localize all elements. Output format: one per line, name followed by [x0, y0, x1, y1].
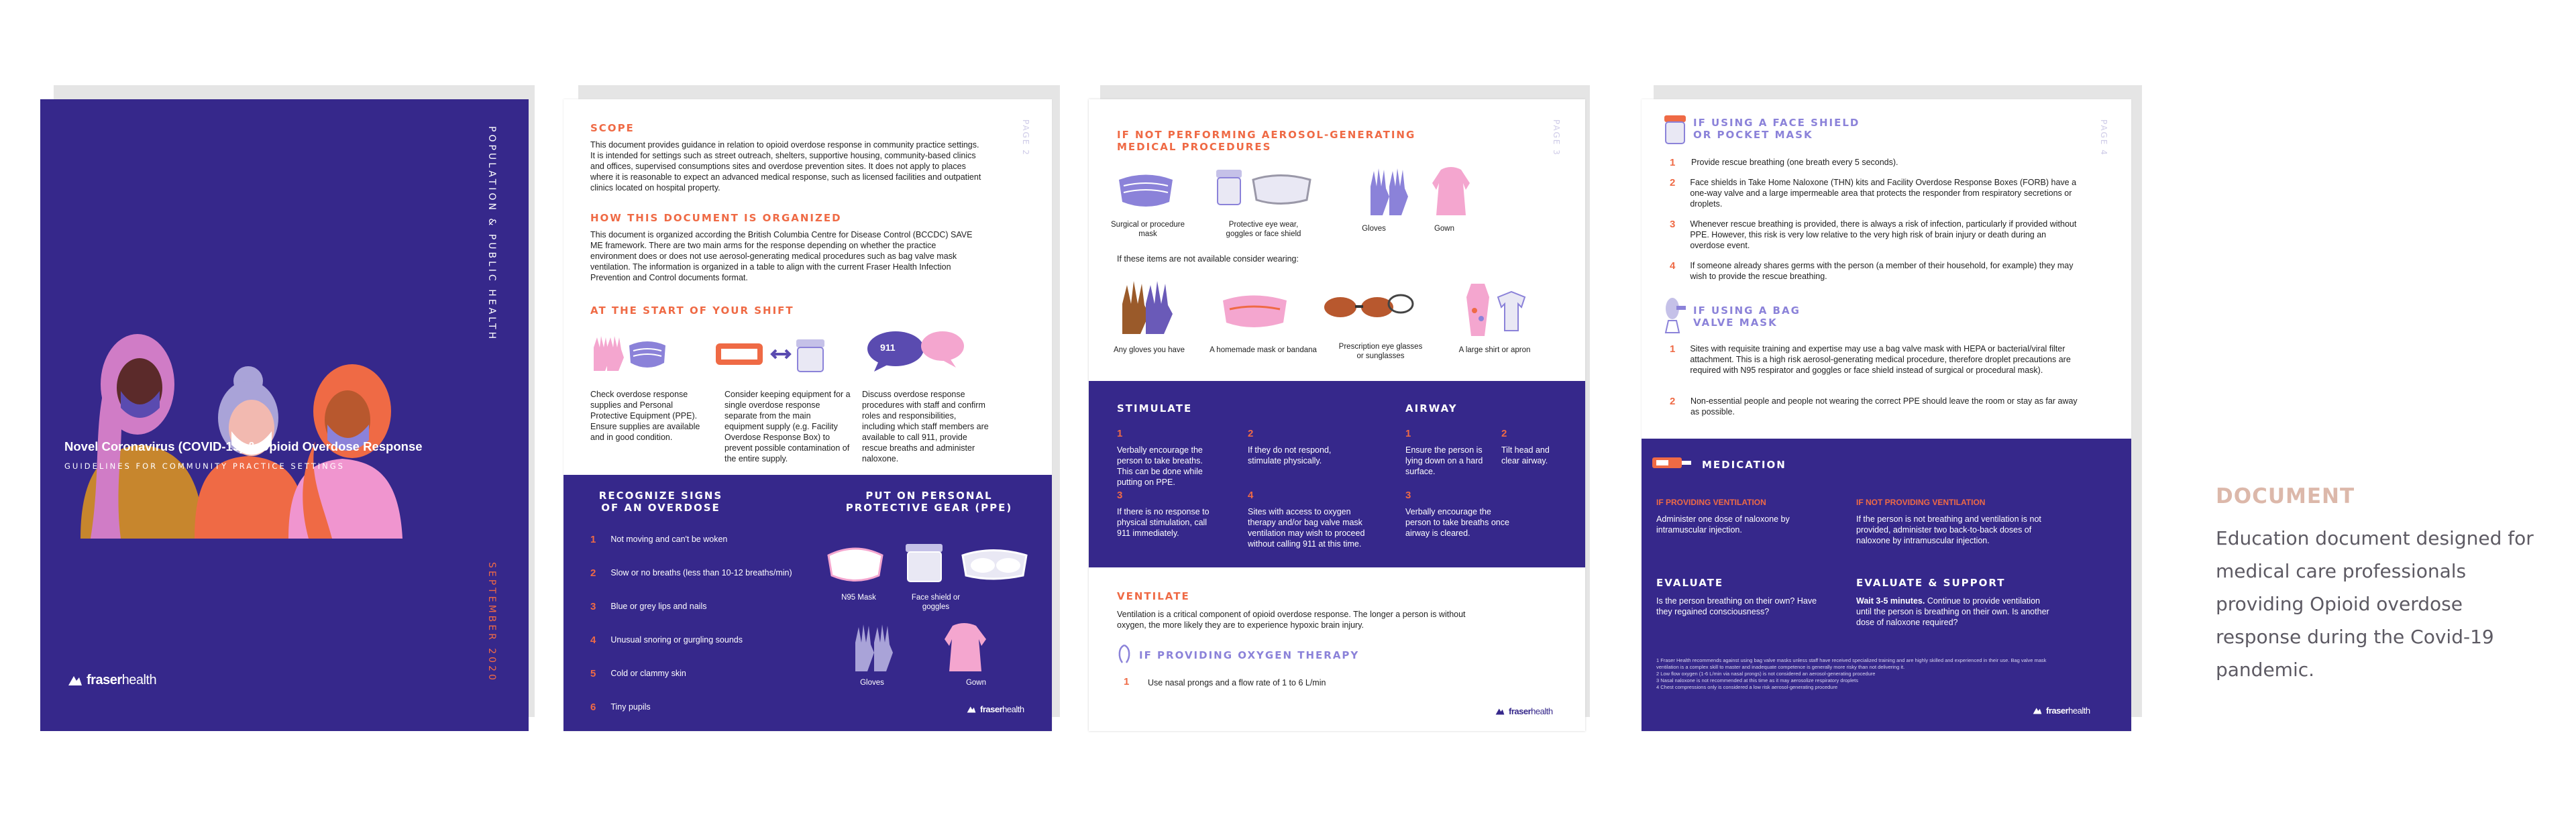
fraserhealth-logo: fraserhealth [966, 704, 1024, 714]
stimulate-step-2: If they do not respond, stimulate physically. [1248, 445, 1332, 465]
cover-page [40, 99, 529, 731]
gloves-and-gown-icons [849, 619, 1003, 673]
bubble-911-text: 911 [880, 342, 896, 353]
logo-light-text: health [121, 673, 157, 687]
fraserhealth-logo: fraserhealth [2032, 706, 2090, 716]
start-col-2: Consider keeping equipment for a single overdose response separate from the main equipment supply (e.g. Facility Overdose Response Box) to prevent possible contamination of the entire supply. [724, 390, 851, 463]
description-text: Education document designed for medical care professionals providing Opioid overdose response during the Covid-19 pandemic. [2216, 527, 2534, 681]
stimulate-step-1: Verbally encourage the person to take breaths. This can be done while putting on PPE. [1117, 445, 1203, 487]
stimulate-airway-panel [1089, 381, 1585, 567]
stimulate-num-2: 2 [1248, 428, 1254, 439]
list-item: 3 Blue or grey lips and nails [590, 601, 707, 612]
bag-heading-line2: VALVE MASK [1693, 317, 1778, 329]
list-item: 6 Tiny pupils [590, 702, 651, 713]
shield-heading-line1: IF USING A FACE SHIELD [1693, 117, 1860, 129]
medication-heading: MEDICATION [1702, 459, 1786, 471]
ppe-caption-gloves: Gloves [860, 679, 884, 687]
alternative-ppe-icons [1119, 277, 1535, 337]
logo-bold-text: fraser [87, 673, 122, 687]
logo-mark-icon [966, 705, 977, 714]
stimulate-num-1: 1 [1117, 428, 1123, 439]
masked-people-illustration [67, 300, 416, 542]
description-title: DOCUMENT [2216, 484, 2355, 508]
airway-heading: AIRWAY [1405, 402, 1458, 414]
syringe-icon [1650, 452, 1693, 474]
list-item: 1 Sites with requisite training and expertise may use a bag valve mask with HEPA or bacterial/viral filter attachment. This is a high risk aerosol-generating medical procedure, therefore droplet precautions are required with N95 respirator and goggles or face shield instead of surgical or procedural mask). [1670, 343, 2071, 375]
start-shift-heading: AT THE START OF YOUR SHIFT [590, 304, 794, 317]
signs-heading-line1: RECOGNIZE SIGNS [598, 490, 723, 502]
item-caption-gown: Gown [1434, 225, 1455, 233]
footnote: 4 Chest compressions only is considered a low risk aerosol-generating procedure [1656, 684, 1838, 690]
ppe-gear-icons [822, 539, 1036, 586]
list-item: 5 Cold or clammy skin [590, 668, 686, 679]
organized-text: This document is organized according the British Columbia Centre for Disease Control (BCCDC) SAVE ME framework. There are two main arms for the response depending on whether the practice environment does or does not use aerosol-generating medical procedures such as bag valve mask ventilation. The information is organized in a table to align with the current Fraser Health Infection Prevention and Control documents format. [590, 230, 973, 282]
face-shield-icon [1662, 113, 1688, 146]
list-item: 4 Unusual snoring or gurgling sounds [590, 634, 743, 646]
signs-list [590, 534, 805, 731]
list-item: 1 Provide rescue breathing (one breath every 5 seconds). [1670, 157, 1898, 168]
oxygen-heading: IF PROVIDING OXYGEN THERAPY [1139, 649, 1360, 661]
page-label: PAGE 4 [2099, 119, 2108, 156]
airway-num-2: 2 [1501, 428, 1507, 439]
logo-mark-icon [1495, 707, 1505, 716]
ventilate-heading: VENTILATE [1117, 590, 1190, 602]
footnote: 3 Nasal naloxone is not recommended at this time as it may aerosolize respiratory droplets [1656, 677, 1858, 683]
cover-side-title: POPULATION & PUBLIC HEALTH [486, 126, 497, 342]
page-label: PAGE 3 [1552, 119, 1561, 156]
med-left-text: Administer one dose of naloxone by intramuscular injection. [1656, 514, 1790, 535]
bag-list [1670, 343, 2079, 423]
lower-purple-panel [564, 475, 1052, 731]
overdose-kit-icon [714, 335, 828, 376]
cover-title: Novel Coronavirus (COVID-19) & Opioid Overdose Response [64, 439, 423, 453]
stimulate-step-3: If there is no response to physical stimulation, call 911 immediately. [1117, 507, 1210, 538]
logo-mark-icon [2032, 706, 2043, 716]
start-col-1: Check overdose response supplies and Personal Protective Equipment (PPE). Ensure supplies are available and in good condition. [590, 390, 700, 442]
ppe-caption-gown: Gown [965, 679, 987, 687]
ppe-heading-line1: PUT ON PERSONAL [865, 490, 993, 502]
shield-heading-line2: OR POCKET MASK [1693, 129, 1813, 141]
ppe-heading-line2: PROTECTIVE GEAR (PPE) [845, 502, 1013, 514]
list-item: 1 Not moving and can't be woken [590, 534, 728, 545]
airway-num-3: 3 [1405, 490, 1411, 501]
communication-bubbles-icon [862, 327, 969, 374]
oxygen-icon [1117, 644, 1132, 664]
list-item: 2 Non-essential people and people not wearing the correct PPE should leave the room or stay as far away as possible. [1670, 396, 2078, 417]
item-caption-eyewear: Protective eye wear, goggles or face shield [1226, 221, 1301, 238]
ppe-caption-n95: N95 Mask [841, 594, 876, 602]
page-4 [1642, 99, 2131, 731]
page-label: PAGE 2 [1021, 119, 1030, 156]
medication-panel [1642, 439, 2131, 731]
ventilate-text: Ventilation is a critical component of opioid overdose response. The longer a person is without oxygen, the more likely they are to experience hypoxic brain injury. [1117, 610, 1466, 630]
stimulate-step-4: Sites with access to oxygen therapy and/or bag valve mask ventilation may wish to proceed without calling 911 at this time. [1248, 507, 1365, 549]
organized-heading: HOW THIS DOCUMENT IS ORGANIZED [590, 212, 842, 224]
oxygen-num-1: 1 [1124, 676, 1130, 687]
fraserhealth-logo [67, 673, 156, 688]
scope-text: This document provides guidance in relation to opioid overdose response in community practice settings. It is intended for settings such as street outreach, shelters, supportive housing, community-based clinics and offices, supervised consumptions sites and overdose prevention sites. It does not apply to places where it is reasonable to expect an advanced medical response, such as licensed facilities and outpatient clinics located on hospital property. [590, 140, 981, 192]
bag-heading-line1: IF USING A BAG [1693, 304, 1801, 317]
gloves-and-mask-icon [590, 331, 671, 378]
alt-caption-gloves: Any gloves you have [1113, 346, 1185, 354]
not-aerosol-heading-line2: MEDICAL PROCEDURES [1117, 141, 1272, 153]
list-item: 3 Whenever rescue breathing is provided, there is always a risk of infection, particularly if provided without PPE. However, this risk is very low relative to the very high risk of brain injury or death during an overdose event. [1670, 219, 2077, 250]
cover-date: SEPTEMBER 2020 [486, 562, 497, 683]
airway-step-1: Ensure the person is lying down on a hard surface. [1405, 445, 1483, 476]
med-right-text: If the person is not breathing and ventilation is not provided, administer two back-to-back doses of naloxone by intramuscular injection. [1856, 514, 2041, 545]
bag-valve-mask-icon [1662, 295, 1688, 335]
airway-step-2: Tilt head and clear airway. [1501, 445, 1550, 465]
item-caption-gloves: Gloves [1362, 225, 1386, 233]
signs-heading-line2: OF AN OVERDOSE [601, 502, 720, 514]
alt-caption-glasses: Prescription eye glasses or sunglasses [1338, 343, 1423, 360]
stimulate-num-3: 3 [1117, 490, 1123, 501]
not-aerosol-heading-line1: IF NOT PERFORMING AEROSOL-GENERATING [1117, 129, 1416, 141]
stimulate-num-4: 4 [1248, 490, 1254, 501]
alt-caption-mask: A homemade mask or bandana [1210, 346, 1317, 354]
basic-ppe-icons [1116, 163, 1491, 217]
evaluate-text: Is the person breathing on their own? Have they regained consciousness? [1656, 596, 1817, 616]
med-left-heading: IF PROVIDING VENTILATION [1656, 498, 1766, 507]
cover-subtitle: GUIDELINES FOR COMMUNITY PRACTICE SETTINGS [64, 461, 345, 471]
alt-intro-text: If these items are not available consider wearing: [1117, 254, 1299, 264]
footnote: 2 Low flow oxygen (1-6 L/min via nasal prongs) is not considered an aerosol-generating procedure [1656, 671, 1876, 677]
page-3 [1089, 99, 1585, 731]
stimulate-heading: STIMULATE [1117, 402, 1193, 414]
list-item: 4 If someone already shares germs with the person (a member of their household, for example) they may wish to provide the rescue breathing. [1670, 260, 2074, 281]
airway-num-1: 1 [1405, 428, 1411, 439]
scope-heading: SCOPE [590, 122, 635, 134]
evaluate-support-heading: EVALUATE & SUPPORT [1856, 577, 2006, 589]
footnotes [1656, 657, 2059, 691]
evaluate-support-text: Wait 3-5 minutes. Continue to provide ventilation until the person is breathing on their own. Is another dose of naloxone required? [1856, 596, 2049, 627]
ppe-caption-shield: Face shield or goggles [911, 594, 961, 611]
logo-mark-icon [67, 673, 83, 688]
list-item: 2 Face shields in Take Home Naloxone (THN) kits and Facility Overdose Response Boxes (FORB) have a one-way valve and a large impermeable area that protects the responder from respiratory secretions or droplets. [1670, 177, 2077, 209]
alt-caption-apron: A large shirt or apron [1458, 346, 1531, 354]
page-2 [564, 99, 1052, 731]
shield-list [1670, 157, 2079, 287]
evaluate-heading: EVALUATE [1656, 577, 1724, 589]
airway-step-3: Verbally encourage the person to take breaths once airway is cleared. [1405, 507, 1509, 538]
oxygen-item: Use nasal prongs and a flow rate of 1 to 6 L/min [1148, 678, 1326, 687]
item-caption-mask: Surgical or procedure mask [1111, 221, 1185, 238]
med-right-heading: IF NOT PROVIDING VENTILATION [1856, 498, 1986, 507]
start-col-3: Discuss overdose response procedures with staff and confirm roles and responsibilities, including which staff members are available to call 911, provide rescue breaths and administer naloxone. [862, 390, 989, 463]
list-item: 2 Slow or no breaths (less than 10-12 breaths/min) [590, 567, 792, 579]
footnote: 1 Fraser Health recommends against using bag valve masks unless staff have received specialized training and are highly skilled and experienced in their use. Bag valve mask ventilation is a complex skill to master and inadequate competence is generally more risky than not delivering it. [1656, 657, 2047, 670]
fraserhealth-logo: fraserhealth [1495, 706, 1553, 716]
